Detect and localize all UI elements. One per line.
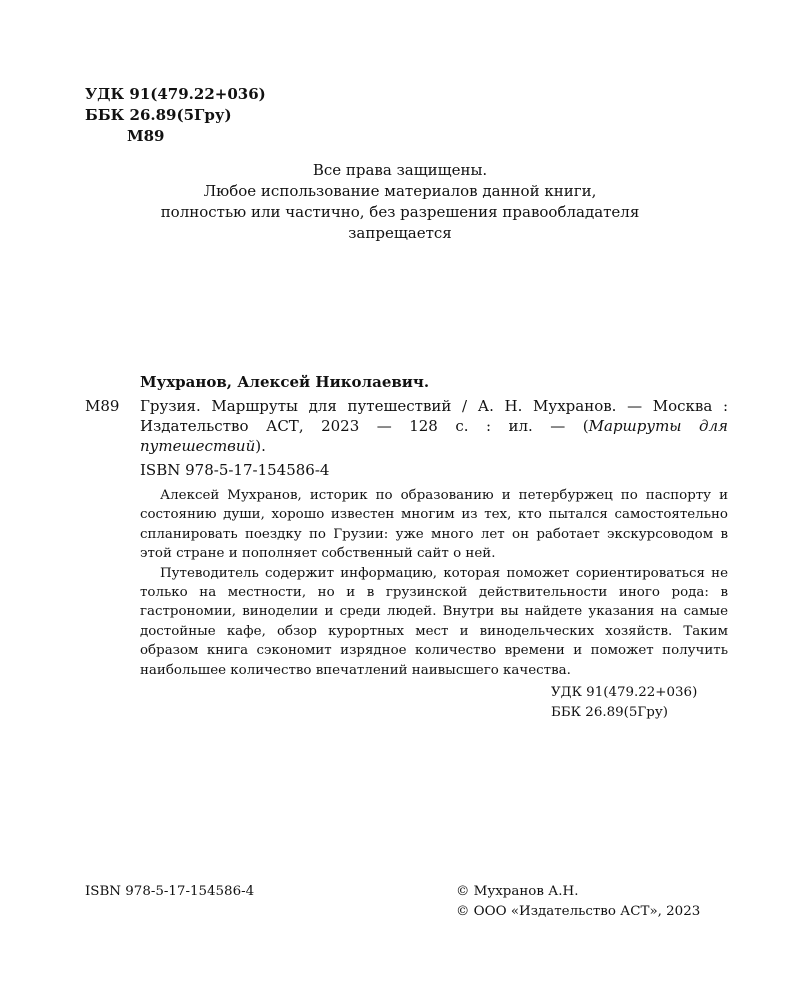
footer-bbk-code: ББК 26.89(5Гру) [551,705,668,720]
udk-code: УДК 91(479.22+036) [85,85,266,103]
bib-series: Маршруты для путешествий [140,417,728,455]
copyright-block [456,882,700,922]
rights-line-3: полностью или частично, без разрешения правообладателя [160,203,640,221]
copyright-publisher: © ООО «Издательство АСТ», 2023 [456,904,701,919]
bib-author-mark: М89 [85,397,120,415]
rights-notice [100,160,700,244]
bbk-code: ББК 26.89(5Гру) [85,106,232,124]
bibliographic-description [140,396,728,456]
author-mark: М89 [127,127,165,145]
author-heading: Мухранов, Алексей Николаевич. [140,373,430,391]
rights-line-1: Все права защищены. [312,161,488,179]
footer-classification-codes [551,683,697,723]
footer-udk-code: УДК 91(479.22+036) [551,685,698,700]
isbn-main: ISBN 978-5-17-154586-4 [140,461,330,479]
classification-codes [85,84,266,147]
isbn-bottom: ISBN 978-5-17-154586-4 [85,884,255,899]
annotation-paragraph-1: Алексей Мухранов, историк по образованию и петербуржец по паспорту и состоянию души, хорошо известен многим из тех, кто пытался самостоятельно спланировать поездку по Грузии: уже много лет он работает экскурсоводом в этой стране и пополняет собственный сайт о ней. [140,488,728,562]
bib-end-text: ). [255,437,266,455]
copyright-author: © Мухранов А.Н. [456,884,579,899]
rights-line-4: запрещается [348,224,452,242]
annotation [140,486,728,680]
annotation-paragraph-2: Путеводитель содержит информацию, которая поможет сориентироваться не только на местности, но и в грузинской действительности иного рода: в гастрономии, виноделии и среди людей. Внутри вы найдете указания на самые достойные кафе, обзор курортных мест и винодельческих хозяйств. Таким образом книга сэкономит изрядное количество времени и поможет получить наибольшее количество впечатлений наивысшего качества. [140,565,728,678]
bib-main-text: Грузия. Маршруты для путешествий / А. Н. Мухранов. — Москва : Издательство АСТ, 2023 — 128 с. : ил. — ( [140,397,728,435]
rights-line-2: Любое использование материалов данной книги, [203,182,597,200]
